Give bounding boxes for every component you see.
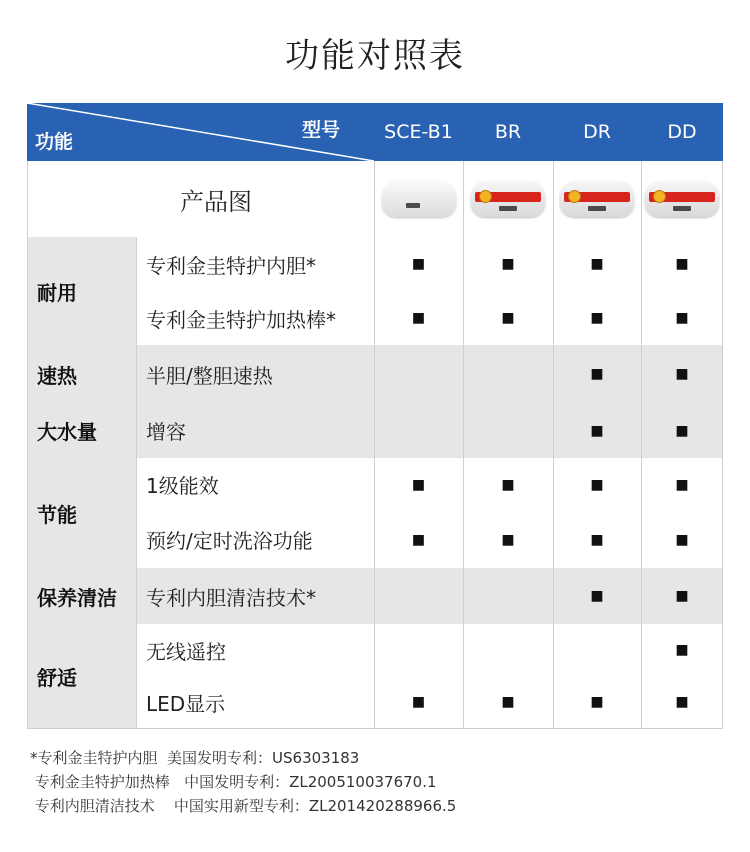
heater-panel (588, 206, 606, 211)
feature-label: 1级能效 (136, 458, 374, 511)
group-label: 耐用 (27, 237, 136, 345)
feature-label: 预约/定时洗浴功能 (136, 511, 374, 568)
feature-label: 增容 (136, 403, 374, 458)
product-image-cell (641, 161, 723, 237)
feature-mark: ■ (590, 256, 604, 272)
feature-mark: ■ (675, 366, 689, 382)
heater-badge (479, 190, 492, 203)
header-corner-cell (27, 103, 374, 161)
feature-cell (374, 624, 463, 676)
feature-cell (641, 676, 723, 728)
red-band-water-heater-icon (471, 181, 545, 217)
feature-cell (374, 511, 463, 568)
feature-mark: ■ (675, 422, 689, 439)
feature-mark: ■ (411, 256, 426, 272)
feature-mark: ■ (675, 476, 689, 493)
feature-cell (553, 458, 641, 511)
header-model-0: SCE-B1 (374, 103, 463, 161)
column-divider (641, 161, 642, 729)
footnote-3: 专利内胆清洁技术 中国实用新型专利：ZL201420288966.5 (30, 797, 457, 815)
feature-label: LED显示 (136, 676, 374, 728)
feature-cell (553, 403, 641, 458)
feature-mark: ■ (590, 310, 604, 326)
heater-panel (499, 206, 517, 211)
feature-cell (374, 291, 463, 345)
feature-cell (374, 568, 463, 624)
feature-label: 专利金圭特护加热棒* (136, 291, 374, 345)
feature-cell (641, 237, 723, 291)
feature-mark: ■ (411, 694, 426, 710)
header-function-label: 功能 (35, 131, 74, 153)
feature-cell (374, 345, 463, 403)
group-label: 大水量 (27, 403, 136, 458)
column-divider (374, 161, 375, 729)
feature-label: 专利内胆清洁技术* (136, 568, 374, 624)
footnote-1: *专利金圭特护内胆 美国发明专利：US6303183 (30, 749, 360, 767)
feature-mark: ■ (501, 310, 515, 326)
feature-mark: ■ (590, 476, 604, 493)
feature-cell (463, 291, 553, 345)
comparison-table (27, 103, 723, 726)
group-label: 速热 (27, 345, 136, 403)
feature-cell (463, 676, 553, 728)
feature-mark: ■ (675, 310, 689, 326)
feature-mark: ■ (675, 642, 689, 658)
feature-mark: ■ (590, 588, 604, 604)
group-label: 舒适 (27, 624, 136, 728)
footnotes (30, 746, 456, 818)
heater-badge (653, 190, 666, 203)
feature-mark: ■ (411, 476, 426, 493)
feature-label: 专利金圭特护内胆* (136, 237, 374, 291)
feature-mark: ■ (590, 531, 604, 548)
product-image-cell (553, 161, 641, 237)
feature-mark: ■ (501, 256, 515, 272)
feature-mark: ■ (675, 694, 689, 710)
feature-mark: ■ (590, 422, 604, 439)
feature-cell (641, 345, 723, 403)
column-divider (722, 161, 723, 729)
feature-cell (374, 458, 463, 511)
column-divider (136, 237, 137, 729)
heater-panel (406, 203, 420, 208)
feature-cell (553, 676, 641, 728)
row-divider (27, 728, 723, 729)
heater-badge (568, 190, 581, 203)
header-model-1: BR (463, 103, 553, 161)
feature-cell (463, 511, 553, 568)
red-band-water-heater-icon (560, 181, 634, 217)
feature-label: 半胆/整胆速热 (136, 345, 374, 403)
page-title: 功能对照表 (285, 36, 465, 76)
feature-mark: ■ (501, 694, 515, 710)
feature-cell (463, 345, 553, 403)
feature-cell (641, 624, 723, 676)
header-model-3: DD (641, 103, 723, 161)
feature-cell (374, 403, 463, 458)
product-image-label: 产品图 (27, 161, 374, 237)
feature-cell (553, 511, 641, 568)
column-divider (27, 161, 28, 729)
feature-cell (463, 568, 553, 624)
feature-cell (641, 458, 723, 511)
feature-cell (374, 676, 463, 728)
feature-cell (641, 291, 723, 345)
feature-cell (463, 403, 553, 458)
feature-cell (553, 345, 641, 403)
feature-cell (641, 511, 723, 568)
feature-cell (463, 458, 553, 511)
feature-mark: ■ (501, 531, 515, 548)
feature-cell (553, 624, 641, 676)
feature-mark: ■ (675, 588, 689, 604)
feature-cell (463, 237, 553, 291)
feature-mark: ■ (501, 476, 515, 493)
feature-mark: ■ (675, 531, 689, 548)
plain-water-heater-icon (382, 181, 456, 217)
feature-mark: ■ (675, 256, 689, 272)
product-image-cell (374, 161, 463, 237)
feature-mark: ■ (590, 694, 604, 710)
feature-mark: ■ (411, 531, 426, 548)
feature-cell (641, 568, 723, 624)
feature-cell (374, 237, 463, 291)
feature-cell (553, 291, 641, 345)
feature-mark: ■ (590, 366, 604, 382)
column-divider (553, 161, 554, 729)
feature-cell (553, 568, 641, 624)
feature-mark: ■ (411, 310, 426, 326)
group-label: 节能 (27, 458, 136, 568)
feature-cell (463, 624, 553, 676)
heater-panel (673, 206, 691, 211)
feature-cell (553, 237, 641, 291)
red-band-water-heater-icon (645, 181, 719, 217)
feature-cell (641, 403, 723, 458)
product-image-cell (463, 161, 553, 237)
feature-label: 无线遥控 (136, 624, 374, 676)
column-divider (463, 161, 464, 729)
header-model-2: DR (553, 103, 641, 161)
footnote-2: 专利金圭特护加热棒 中国发明专利：ZL200510037670.1 (30, 773, 437, 791)
header-model-label: 型号 (301, 119, 340, 141)
group-label: 保养清洁 (27, 568, 136, 624)
